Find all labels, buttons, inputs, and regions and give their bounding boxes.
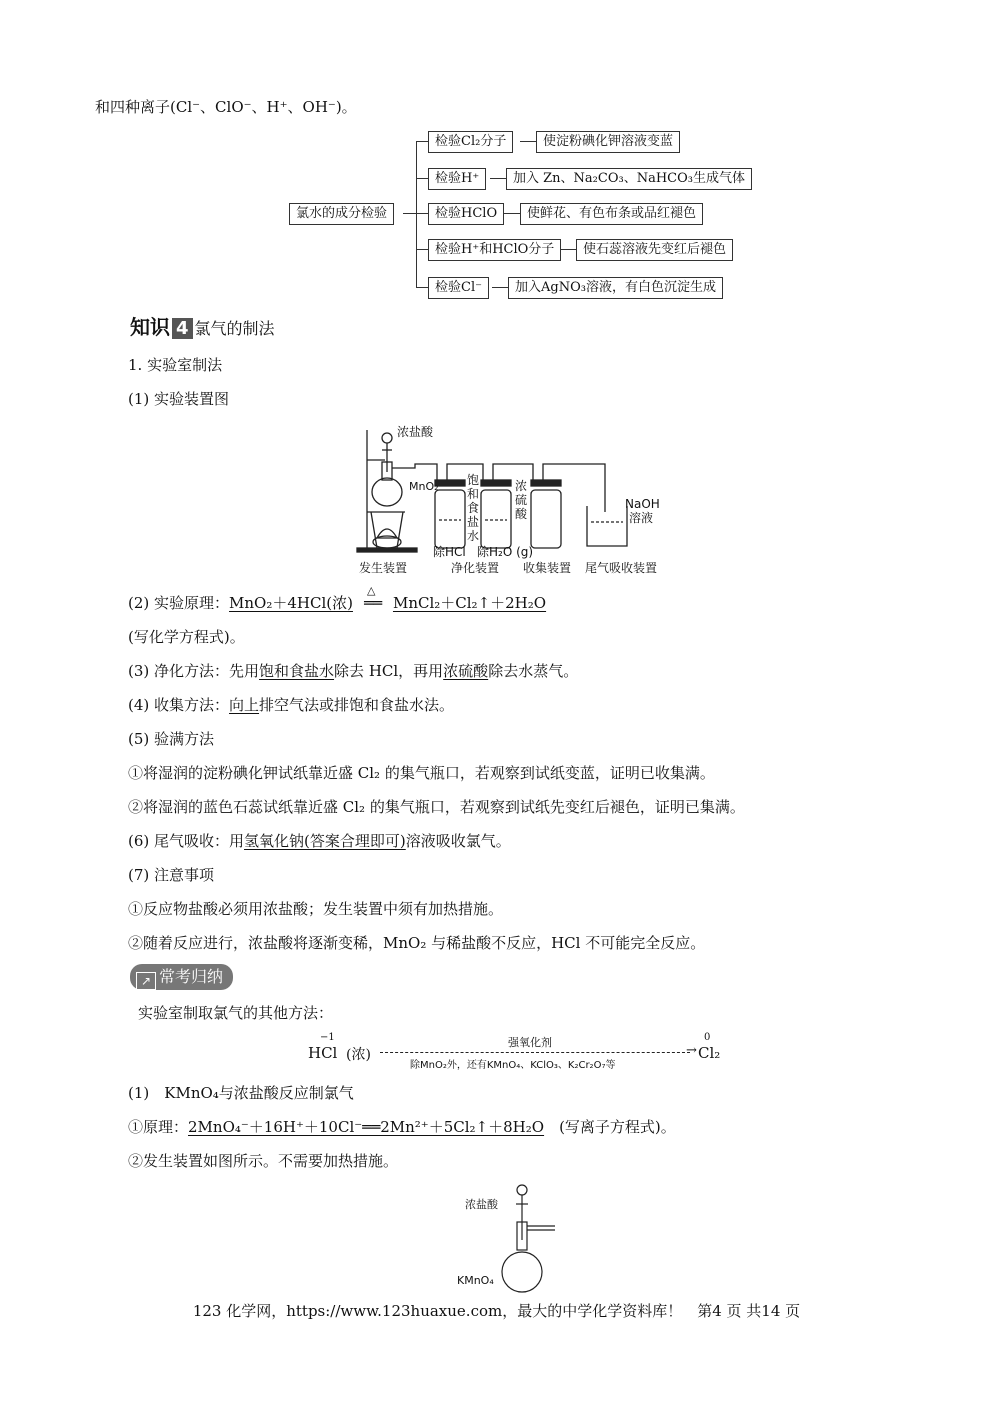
kmno4-heading: (1) KMnO₄与浓盐酸反应制氯气 <box>128 1084 354 1102</box>
svg-text:硫: 硫 <box>515 493 528 507</box>
subheading-apparatus: (1) 实验装置图 <box>128 390 230 408</box>
purify-method: (3) 净化方法：先用饱和食盐水除去 HCl，再用浓硫酸除去水蒸气。 <box>128 662 579 680</box>
label-remove-water: 除H₂O (g) <box>477 545 534 559</box>
label-conc-hcl: 浓盐酸 <box>397 425 434 439</box>
caption-collect: 收集装置 <box>523 561 572 575</box>
svg-text:和: 和 <box>467 487 480 501</box>
intro-line: 和四种离子(Cl⁻、ClO⁻、H⁺、OH⁻)。 <box>95 98 357 116</box>
svg-text:KMnO₄: KMnO₄ <box>457 1274 494 1287</box>
svg-text:盐: 盐 <box>467 515 480 529</box>
tail-gas-absorb: (6) 尾气吸收：用氢氧化钠(答案合理即可)溶液吸收氯气。 <box>128 832 511 850</box>
svg-text:酸: 酸 <box>515 507 528 521</box>
caption-tail-gas: 尾气吸收装置 <box>585 561 658 575</box>
svg-text:浓盐酸: 浓盐酸 <box>465 1198 498 1211</box>
tree-result-3: 使鲜花、有色布条或品红褪色 <box>520 203 703 225</box>
caption-generator: 发生装置 <box>359 561 408 575</box>
caption-purify: 净化装置 <box>451 561 500 575</box>
tree-result-1: 使淀粉碘化钾溶液变蓝 <box>536 131 680 153</box>
apparatus-diagram <box>355 420 675 580</box>
collect-method: (4) 收集方法：向上排空气法或排饱和食盐水法。 <box>128 696 455 714</box>
tree-result-2: 加入 Zn、Na₂CO₃、NaHCO₃生成气体 <box>506 168 752 190</box>
trend-icon: ↗ <box>136 972 156 990</box>
notes-heading: (7) 注意事项 <box>128 866 215 884</box>
tree-test-5: 检验Cl⁻ <box>428 277 489 299</box>
full-check-1: ①将湿润的淀粉碘化钾试纸靠近盛 Cl₂ 的集气瓶口，若观察到试纸变蓝，证明已收集满。 <box>128 764 715 782</box>
tree-test-2: 检验H⁺ <box>428 168 486 190</box>
page-footer: 123 化学网，https://www.123huaxue.com，最大的中学化学资料库！ 第4 页 共14 页 <box>192 1302 801 1320</box>
note-2: ②随着反应进行，浓盐酸将逐渐变稀，MnO₂ 与稀盐酸不反应，HCl 不可能完全反应。 <box>128 934 706 952</box>
tree-test-3: 检验HClO <box>428 203 504 225</box>
principle-equation: MnO₂＋4HCl(浓) △ ══ MnCl₂＋Cl₂↑＋2H₂O <box>229 584 547 612</box>
svg-text:溶液: 溶液 <box>629 511 654 525</box>
common-summary-badge: ↗ 常考归纳 <box>130 964 233 990</box>
svg-text:浓: 浓 <box>515 479 528 493</box>
reaction-scheme: −1 HCl (浓) 强氧化剂 → 除MnO₂外，还有KMnO₄、KClO₃、K₂Cr₂O₇等 0 Cl₂ <box>308 1032 721 1071</box>
svg-text:NaOH: NaOH <box>625 497 660 511</box>
full-check-heading: (5) 验满方法 <box>128 730 215 748</box>
full-check-2: ②将湿润的蓝色石蕊试纸靠近盛 Cl₂ 的集气瓶口，若观察到试纸先变红后褪色，证明已集满。 <box>128 798 745 816</box>
svg-text:水: 水 <box>467 529 480 543</box>
tree-test-1: 检验Cl₂分子 <box>428 131 513 153</box>
principle-line: (2) 实验原理：MnO₂＋4HCl(浓) △ ══ MnCl₂＋Cl₂↑＋2H₂O <box>128 584 547 612</box>
tree-result-4: 使石蕊溶液先变红后褪色 <box>576 239 733 261</box>
other-methods-intro: 实验室制取氯气的其他方法： <box>138 1004 334 1022</box>
kmno4-principle: ①原理：2MnO₄⁻＋16H⁺＋10Cl⁻══2Mn²⁺＋5Cl₂↑＋8H₂O (写离子方程式)。 <box>128 1118 676 1136</box>
subheading-lab-method: 1. 实验室制法 <box>128 356 223 374</box>
kmno4-apparatus-note: ②发生装置如图所示。不需要加热措施。 <box>128 1152 399 1170</box>
section-heading: 知识 4 氯气的制法 <box>130 315 275 339</box>
label-mno2: MnO₂ <box>409 480 439 493</box>
tree-root: 氯水的成分检验 <box>289 203 394 225</box>
tree-result-5: 加入AgNO₃溶液，有白色沉淀生成 <box>508 277 723 299</box>
svg-text:食: 食 <box>467 501 480 515</box>
label-remove-hcl: 除HCl <box>433 545 466 559</box>
svg-text:饱: 饱 <box>467 473 480 487</box>
principle-note: (写化学方程式)。 <box>128 628 245 646</box>
kmno4-flask-diagram <box>455 1180 575 1295</box>
tree-test-4: 检验H⁺和HClO分子 <box>428 239 561 261</box>
note-1: ①反应物盐酸必须用浓盐酸；发生装置中须有加热措施。 <box>128 900 504 918</box>
